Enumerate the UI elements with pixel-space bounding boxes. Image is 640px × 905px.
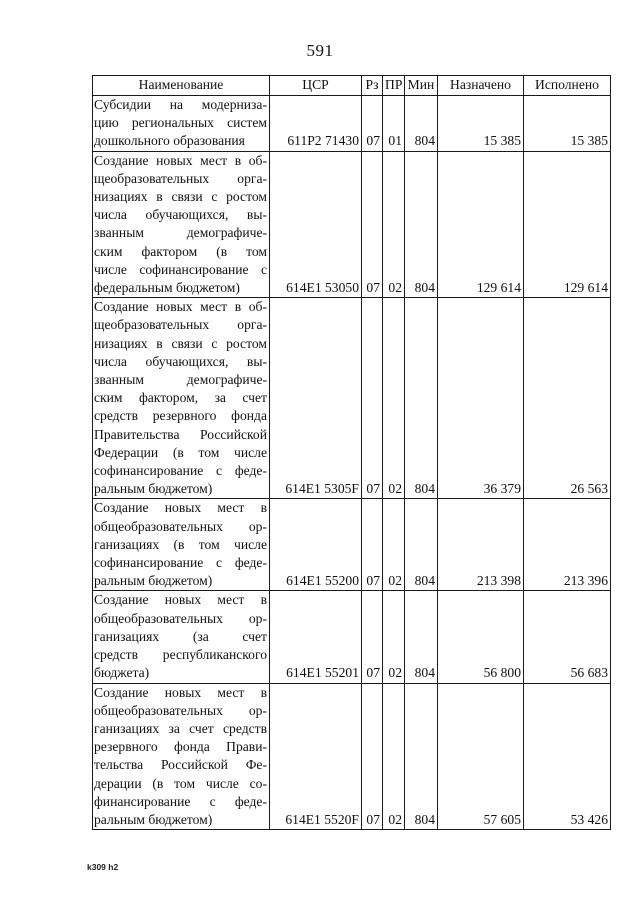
name-line: бюджета) (94, 665, 150, 681)
header-min: Мин (405, 76, 438, 96)
name-line: низациях в связи с ростом (94, 189, 267, 205)
cell-executed: 26 563 (524, 298, 611, 499)
cell-min: 804 (405, 499, 438, 591)
name-line: Создание новых мест в об- (94, 299, 267, 315)
cell-pr: 01 (383, 96, 405, 152)
name-line: ским фактором, за счет (94, 390, 267, 406)
name-line: общеобразовательных ор- (94, 610, 267, 626)
name-line: числе софинансирование с (94, 261, 267, 277)
table-row (93, 591, 611, 683)
name-line: средств резервного фонда (94, 408, 267, 424)
cell-csr: 611Р2 71430 (270, 96, 362, 152)
name-line: средств республиканского (94, 647, 267, 663)
cell-name (93, 151, 270, 298)
header-rz: Рз (362, 76, 383, 96)
name-line: ральным бюджетом) (94, 573, 213, 589)
footer-code: k309 h2 (87, 862, 119, 872)
name-line: ганизациях (за счет (94, 628, 267, 644)
name-line: щеобразовательных орга- (94, 317, 267, 333)
cell-name (93, 591, 270, 683)
header-assigned: Назначено (438, 76, 524, 96)
table-header-row (93, 76, 611, 96)
table-row (93, 298, 611, 499)
cell-csr: 614Е1 53050 (270, 151, 362, 298)
table-row (93, 683, 611, 830)
name-line: званным демографиче- (94, 372, 267, 388)
cell-rz: 07 (362, 591, 383, 683)
name-line: ским фактором (в том (94, 243, 267, 259)
header-executed: Исполнено (524, 76, 611, 96)
cell-pr: 02 (383, 151, 405, 298)
name-line: ральным бюджетом) (94, 811, 213, 827)
name-line: ганизациях за счет средств (94, 720, 267, 736)
name-line: Правительства Российской (94, 426, 267, 442)
cell-name (93, 298, 270, 499)
name-line: резервного фонда Прави- (94, 739, 267, 755)
name-line: низациях в связи с ростом (94, 335, 267, 351)
cell-name (93, 96, 270, 152)
table-row (93, 151, 611, 298)
name-line: тельства Российской Фе- (94, 757, 267, 773)
cell-min: 804 (405, 96, 438, 152)
page-number: 591 (306, 41, 334, 60)
cell-min: 804 (405, 591, 438, 683)
cell-executed: 15 385 (524, 96, 611, 152)
table-body (93, 96, 611, 830)
name-line: Создание новых мест в (94, 500, 267, 516)
name-line: Создание новых мест в (94, 684, 267, 700)
name-line: Федерации (в том числе (94, 444, 267, 460)
name-line: федеральным бюджетом) (94, 280, 240, 296)
cell-pr: 02 (383, 683, 405, 830)
cell-name (93, 499, 270, 591)
cell-name (93, 683, 270, 830)
cell-executed: 129 614 (524, 151, 611, 298)
table-row (93, 499, 611, 591)
name-line: числа обучающихся, вы- (94, 207, 267, 223)
name-line: ганизациях (в том числе (94, 536, 267, 552)
cell-csr: 614Е1 55201 (270, 591, 362, 683)
cell-rz: 07 (362, 683, 383, 830)
cell-assigned: 15 385 (438, 96, 524, 152)
name-line: софинансирование с феде- (94, 463, 267, 479)
cell-rz: 07 (362, 96, 383, 152)
cell-executed: 56 683 (524, 591, 611, 683)
name-line: дошкольного образования (94, 133, 245, 149)
cell-assigned: 129 614 (438, 151, 524, 298)
cell-assigned: 57 605 (438, 683, 524, 830)
name-line: званным демографиче- (94, 225, 267, 241)
name-line: общеобразовательных ор- (94, 518, 267, 534)
budget-table (92, 75, 611, 830)
header-pr: ПР (383, 76, 405, 96)
name-line: Создание новых мест в (94, 592, 267, 608)
cell-pr: 02 (383, 298, 405, 499)
name-line: Субсидии на модерниза- (94, 97, 267, 112)
cell-csr: 614Е1 5305F (270, 298, 362, 499)
cell-assigned: 213 398 (438, 499, 524, 591)
name-line: софинансирование с феде- (94, 555, 267, 571)
cell-min: 804 (405, 151, 438, 298)
cell-rz: 07 (362, 298, 383, 499)
header-csr: ЦСР (270, 76, 362, 96)
cell-assigned: 36 379 (438, 298, 524, 499)
name-line: общеобразовательных ор- (94, 702, 267, 718)
cell-executed: 213 396 (524, 499, 611, 591)
table-row (93, 96, 611, 152)
cell-min: 804 (405, 298, 438, 499)
name-line: Создание новых мест в об- (94, 152, 267, 168)
name-line: ральным бюджетом) (94, 481, 213, 497)
cell-rz: 07 (362, 499, 383, 591)
cell-csr: 614Е1 5520F (270, 683, 362, 830)
name-line: финансирование с феде- (94, 793, 267, 809)
name-line: щеобразовательных орга- (94, 170, 267, 186)
cell-assigned: 56 800 (438, 591, 524, 683)
cell-pr: 02 (383, 499, 405, 591)
header-name: Наименование (93, 76, 270, 96)
cell-executed: 53 426 (524, 683, 611, 830)
name-line: числа обучающихся, вы- (94, 353, 267, 369)
cell-csr: 614Е1 55200 (270, 499, 362, 591)
name-line: дерации (в том числе со- (94, 775, 267, 791)
name-line: цию региональных систем (94, 115, 267, 131)
cell-min: 804 (405, 683, 438, 830)
cell-pr: 02 (383, 591, 405, 683)
cell-rz: 07 (362, 151, 383, 298)
